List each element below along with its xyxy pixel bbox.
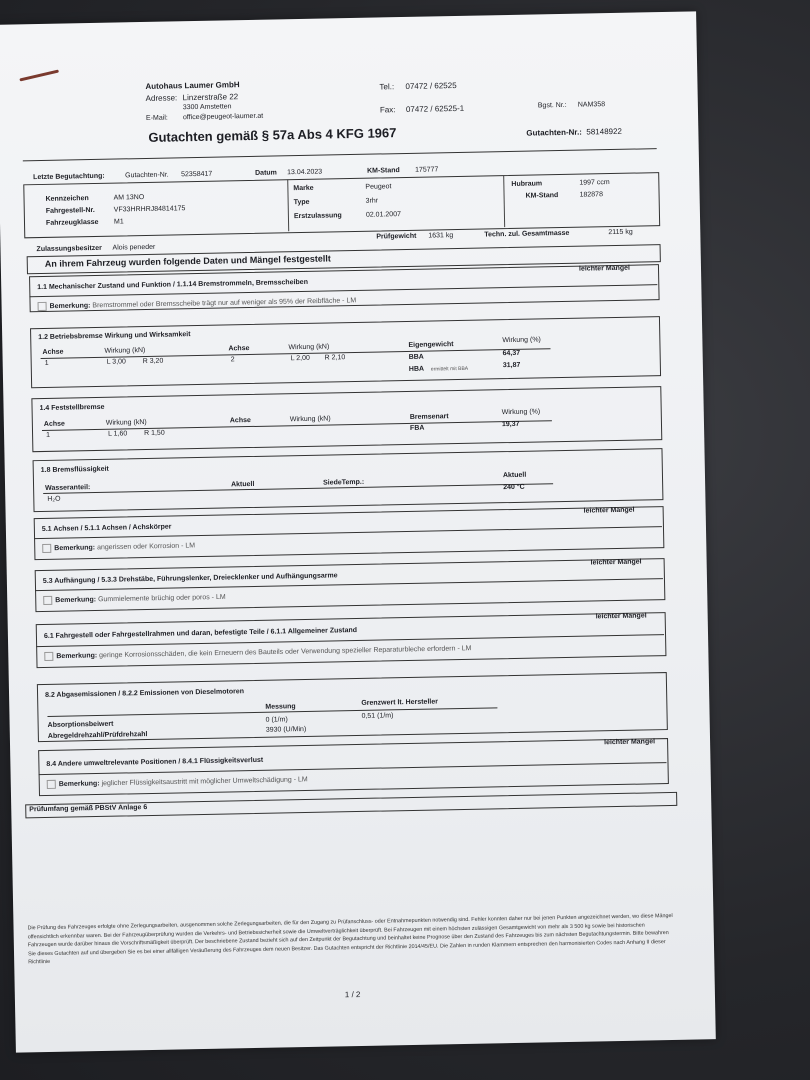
service-brake-achse-label: Achse [42,348,64,356]
hba-note: ermittelt mit BBA [430,365,469,373]
wasser-aktuell-label: Aktuell [231,480,255,489]
type: 3rhr [365,197,379,205]
address-line1: Linzerstraße 22 [182,92,239,103]
messung-label: Messung [265,703,296,711]
address-label: Adresse: [145,93,178,103]
parking-axle1: 1 [46,431,51,439]
fahrzeugklasse: M1 [113,218,124,226]
parking-wirkung2-label: Wirkung (kN) [289,415,331,424]
last-inspection-date-label: Datum [255,169,277,177]
defect-2-title: 5.1 Achsen / 5.1.1 Achsen / Achskörper [41,523,172,534]
defect-4-note: geringe Korrosionsschäden, die kein Erneuern des Bauteils oder Verwendung spezieller Reparaturbleche erfordern - LM [99,645,472,660]
last-inspection-km-label: KM-Stand [367,167,400,175]
findings-heading: An ihrem Fahrzeug wurden folgende Daten und Mängel festgestellt [44,253,331,269]
type-label: Type [293,198,310,207]
pruefgewicht: 1631 kg [428,232,454,240]
bemerkung-label: Bemerkung: [54,544,96,553]
service-axle2-left: L 2,00 [290,354,310,363]
siede-temp: 240 °C [503,483,525,492]
parking-achse-label: Achse [43,420,65,428]
document-title: Gutachten gemäß § 57a Abs 4 KFG 1967 [148,125,397,145]
absorption-limit: 0,51 (1/m) [361,712,394,720]
hba-value: 31,87 [502,361,521,370]
parking-wirkung-label: Wirkung (kN) [105,418,147,427]
service-axle1-right: R 3,20 [142,357,164,366]
emission-title: 8.2 Abgasemissionen / 8.2.2 Emissionen von Dieselmotoren [45,688,245,699]
absorption-label: Absorptionsbeiwert [47,720,114,729]
bemerkung-label: Bemerkung: [56,652,98,661]
email: office@peugeot-laumer.at [182,112,264,122]
fax: 07472 / 62525-1 [405,103,465,114]
bba-label: BBA [408,353,424,361]
service-brake-wirkung-label: Wirkung (kN) [104,347,146,355]
pruefgewicht-label: Prüfgewicht [376,232,417,241]
gesamtmasse: 2115 kg [608,228,633,237]
bba-value: 64,37 [502,349,521,358]
last-inspection-date: 13.04.2023 [287,168,323,177]
last-inspection-km: 175777 [414,166,439,174]
service-brake-achse2-label: Achse [228,345,250,353]
email-label: E-Mail: [145,114,168,122]
defect-1-level: leichter Mangel [578,264,631,273]
bemerkung-label: Bemerkung: [55,596,97,605]
company-name: Autohaus Laumer GmbH [145,80,240,91]
fahrgestell-label: Fahrgestell-Nr. [45,206,95,215]
siede-aktuell-label: Aktuell [502,471,527,480]
parking-wirkung-pct-label: Wirkung (%) [501,408,541,417]
service-brake-title: 1.2 Betriebsbremse Wirkung und Wirksamkeit [38,331,191,342]
wasseranteil-label: Wasseranteil: [45,484,91,492]
marke-label: Marke [293,184,314,193]
legal-footer: Die Prüfung des Fahrzeuges erfolgte ohne Zerlegungsarbeiten, ausgenommen solche Zerlegungsarbeiten, die für den Zugang zu Prüfanschluss- oder Entnahmepunkten notwendig sind. Fehler konnten daher nur bei jenen Punkten angezeichnet werden, wo diese Mängel offensichtlich erkennbar waren. Bei der Fahrzeugüberprüfung wurden die Verkehrs- und Betriebssicherheit sowie die Umweltverträglichkeit überprüft. Bei Fahrzeugen mit einem höchsten zulässigen Gesamtgewicht von mehr als 3 500 kg sowie bei historischen Fahrzeugen wurde darüber hinaus die Vorschriftsmäßigkeit überprüft. Der beschriebene Zustand bezieht sich auf den Zeitpunkt der Begutachtung und beinhaltet keine Prognose über den Zustand des Fahrzeuges bis zum nächsten Begutachtungstermin. Bitte bewahren Sie dieses Gutachten auf und übergeben Sie es bei einer allfälligen Veräußerung des Fahrzeuges dem neuen Besitzer. Das Gutachten entspricht der Richtlinie 2014/45/EU. Die Zahlen in runden Klammern entsprechen den harmonisierten Codes nach Anhang II dieser Richtlinie [27,912,673,966]
gutachten-nr: 58148922 [586,126,623,137]
last-inspection-nr: 52358417 [181,170,213,179]
erstzulassung: 02.01.2007 [365,211,402,219]
drehzahl-label: Abregeldrehzahl/Prüfdrehzahl [47,731,148,740]
fahrzeugklasse-label: Fahrzeugklasse [45,218,99,227]
h2o-label: H₂O [47,495,61,503]
parking-wirkung-pct: 19,37 [501,420,520,429]
erstzulassung-label: Erstzulassung [293,212,342,221]
bemerkung-label: Bemerkung: [49,302,91,311]
marke: Peugeot [365,183,392,191]
parking-brake-title: 1.4 Feststellbremse [39,403,105,413]
scope-text: Prüfumfang gemäß PBStV Anlage 6 [29,804,148,814]
bemerkung-label: Bemerkung: [58,780,100,789]
defect-1-title: 1.1 Mechanischer Zustand und Funktion / 1.1.14 Bremstrommeln, Bremsscheiben [37,278,309,292]
bremsenart-label: Bremsenart [409,413,449,421]
last-inspection-label: Letzte Begutachtung: [33,172,105,182]
defect-2-level: leichter Mangel [583,506,635,515]
service-axle2: 2 [230,356,235,364]
kmstand: 182878 [579,191,603,199]
kennzeichen-label: Kennzeichen [45,195,89,203]
defect-4-title: 6.1 Fahrgestell oder Fahrgestellrahmen und daran, befestigte Teile / 6.1.1 Allgemeiner Zustand [43,626,358,641]
parking-axle1-left: L 1,60 [108,430,128,438]
begst: NAM358 [577,101,606,109]
vehicle-data-box [23,172,660,238]
defect-3-note: Gummielemente brüchig oder poros - LM [97,593,226,604]
absorption-value: 0 (1/m) [265,716,288,724]
brake-fluid-title: 1.8 Bremsflüssigkeit [40,465,109,475]
eigengewicht-label: Eigengewicht [408,341,454,349]
page-number: 1 / 2 [344,990,361,1000]
fahrgestell: VF33HRHRJ84814175 [113,205,186,214]
besitzer-label: Zulassungsbesitzer [36,244,102,254]
kennzeichen: AM 13NO [113,194,145,202]
siede-label: SiedeTemp.: [322,478,365,487]
wirkung-pct-label: Wirkung (%) [502,336,541,345]
inspection-report-paper [0,11,716,1052]
defect-5-note: jeglicher Flüssigkeitsaustritt mit möglicher Umweltschädigung - LM [101,776,308,788]
service-axle1-left: L 3,00 [106,358,126,366]
bremsenart: FBA [409,424,425,432]
service-axle1: 1 [44,359,49,367]
kmstand-label: KM-Stand [525,192,559,200]
parking-axle1-right: R 1,50 [144,429,165,438]
fax-label: Fax: [379,105,396,115]
service-brake-wirkung2-label: Wirkung (kN) [288,343,330,352]
hubraum-label: Hubraum [511,180,543,188]
pen-mark [19,70,59,82]
defect-4-level: leichter Mangel [595,612,647,621]
tel: 07472 / 62525 [405,80,457,91]
drehzahl-value: 3930 (U/Min) [265,725,307,734]
address-line2: 3300 Amstetten [182,103,232,112]
grenzwert-label: Grenzwert lt. Hersteller [361,698,438,707]
defect-3-level: leichter Mangel [590,558,642,567]
besitzer: Alois peneder [112,243,156,252]
service-axle2-right: R 2,10 [324,354,346,362]
tel-label: Tel.: [379,82,395,92]
hba-label: HBA [408,365,425,373]
defect-1-note: Bremstrommel oder Bremsscheibe trägt nur auf weniger als 95% der Reibfläche - LM [92,297,357,310]
last-inspection-nr-label: Gutachten-Nr. [125,171,169,180]
defect-5-level: leichter Mangel [604,738,656,747]
gesamtmasse-label: Techn. zul. Gesamtmasse [484,229,570,239]
defect-2-note: angerissen oder Korrosion - LM [96,542,196,552]
hubraum: 1997 ccm [579,179,610,187]
defect-5-title: 8.4 Andere umweltrelevante Positionen / 8.4.1 Flüssigkeitsverlust [46,756,264,768]
begst-label: Bgst. Nr.: [537,101,567,110]
parking-achse2-label: Achse [229,416,251,425]
gutachten-nr-label: Gutachten-Nr.: [526,127,583,138]
defect-3-title: 5.3 Aufhängung / 5.3.3 Drehstäbe, Führungslenker, Dreiecklenker und Aufhängungsarme [42,572,338,586]
